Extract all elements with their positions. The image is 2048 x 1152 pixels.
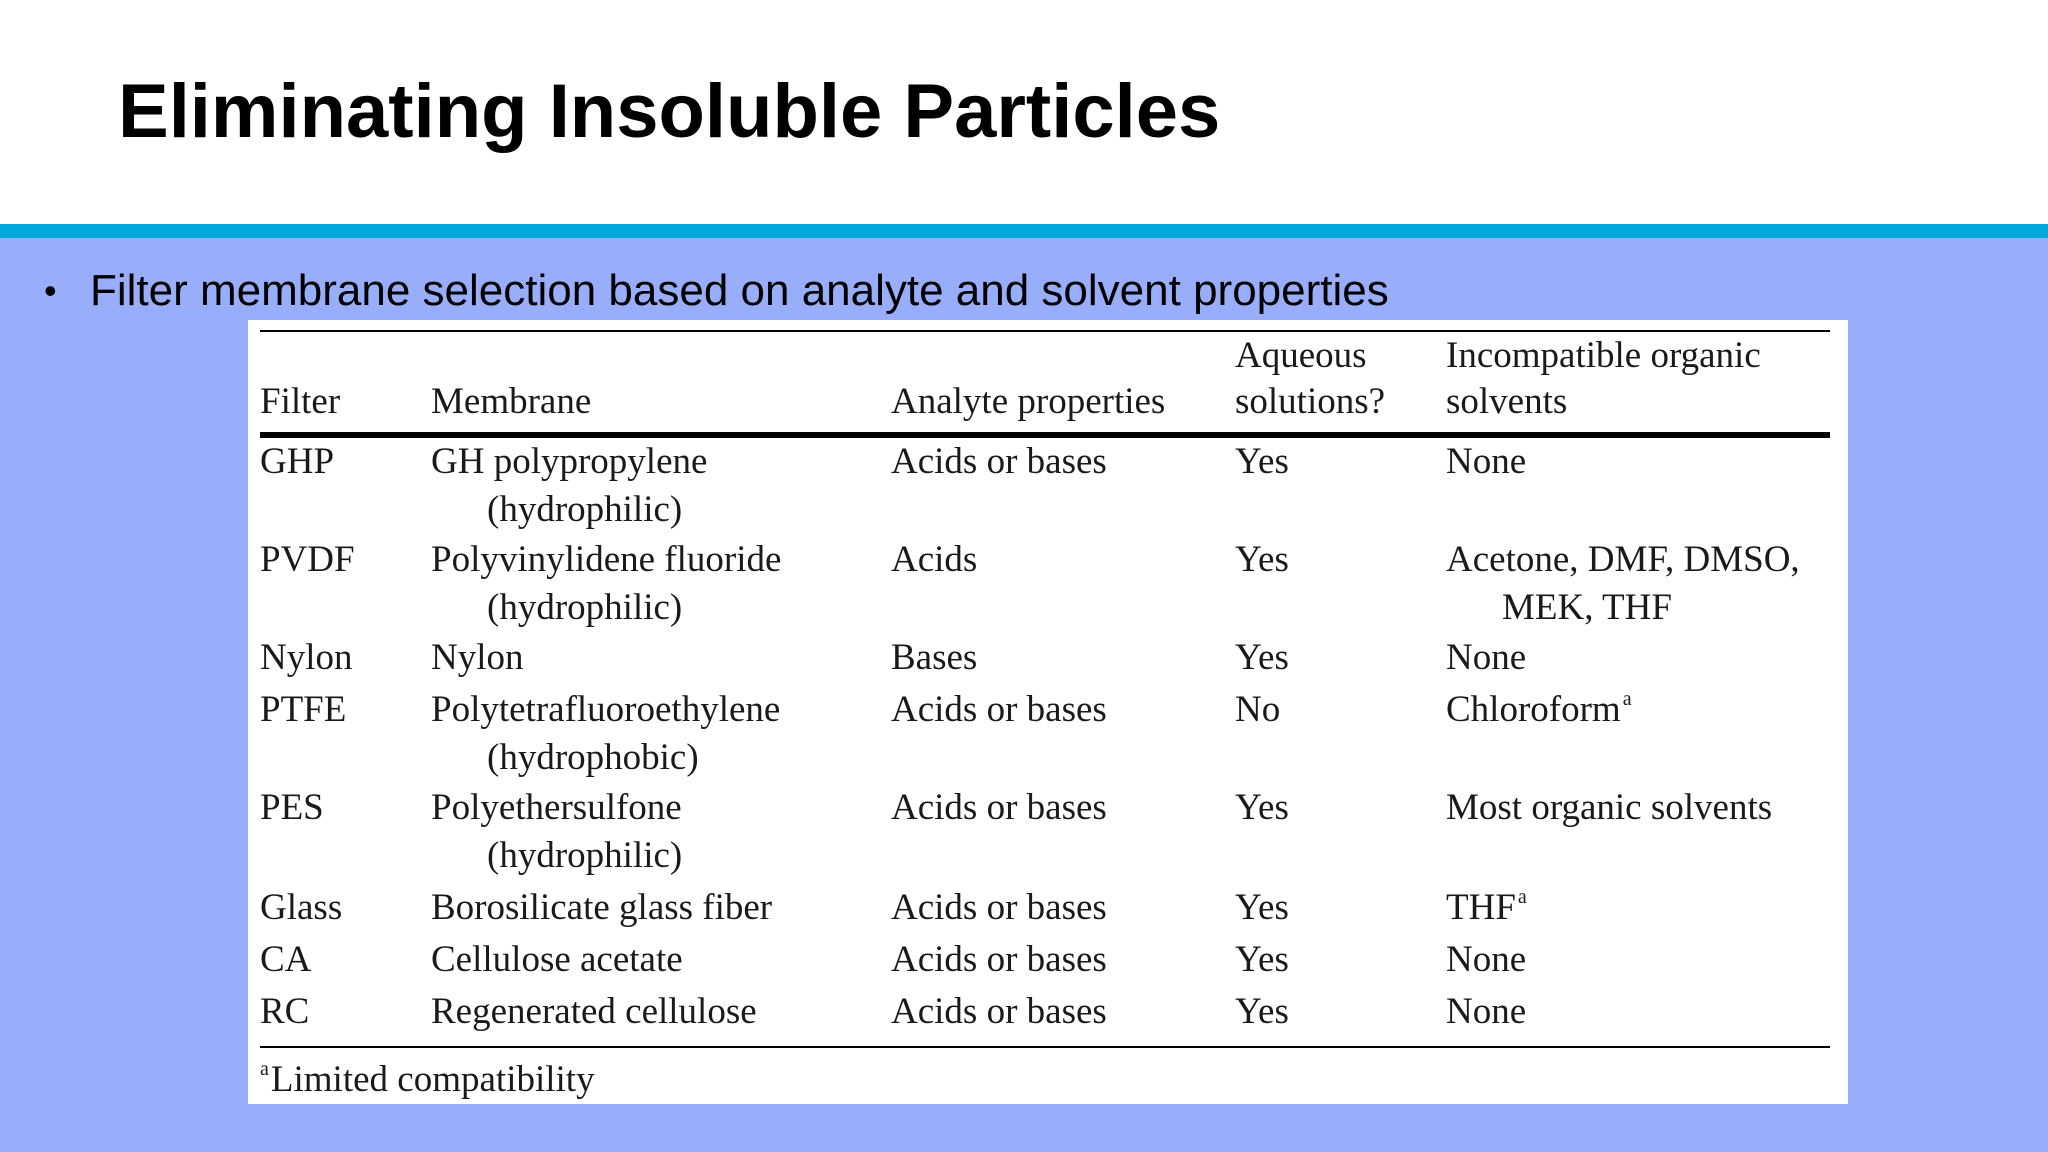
- table-cell-incompatible: Acetone, DMF, DMSO,: [1446, 539, 1800, 580]
- header-filter: Filter: [260, 381, 341, 422]
- table-cell-membrane: Borosilicate glass fiber: [431, 887, 773, 928]
- table-cell-incompatible-text: THF: [1446, 887, 1516, 928]
- table-cell-incompatible: None: [1446, 939, 1527, 980]
- table-cell-aqueous: Yes: [1235, 637, 1289, 678]
- table-cell-aqueous: Yes: [1235, 887, 1289, 928]
- table-cell-filter: RC: [260, 991, 310, 1032]
- table-cell-analyte: Acids or bases: [891, 441, 1107, 482]
- filter-membrane-table: [248, 320, 1848, 1104]
- table-cell-membrane: Regenerated cellulose: [431, 991, 757, 1032]
- slide-content: [0, 238, 2048, 1152]
- table-cell-analyte: Acids or bases: [891, 991, 1107, 1032]
- table-cell-membrane-continued: (hydrophobic): [487, 737, 699, 778]
- header-aqueous-line1: Aqueous: [1235, 335, 1367, 376]
- accent-bar: [0, 224, 2048, 238]
- table-cell-aqueous: No: [1235, 689, 1281, 730]
- header-analyte-properties: Analyte properties: [891, 381, 1166, 422]
- table-cell-aqueous: Yes: [1235, 441, 1289, 482]
- footnote-marker: a: [1622, 688, 1632, 710]
- table-bottom-rule: [260, 1046, 1830, 1048]
- table-cell-membrane-continued: (hydrophilic): [487, 587, 683, 628]
- table-cell-filter: PVDF: [260, 539, 355, 580]
- table-cell-incompatible-continued: MEK, THF: [1502, 587, 1672, 628]
- bullet-text: Filter membrane selection based on analyte and solvent properties: [90, 266, 1389, 315]
- table-cell-membrane: Polytetrafluoroethylene: [431, 689, 781, 730]
- table-cell-membrane-continued: (hydrophilic): [487, 835, 683, 876]
- footnote-text: Limited compatibility: [270, 1059, 595, 1100]
- header-membrane: Membrane: [431, 381, 592, 422]
- table-cell-filter: PES: [260, 787, 324, 828]
- slide-title: Eliminating Insoluble Particles: [118, 69, 1221, 154]
- footnote-marker: a: [1517, 886, 1527, 908]
- table-cell-analyte: Acids or bases: [891, 787, 1107, 828]
- table-cell-incompatible: None: [1446, 441, 1527, 482]
- table-cell-aqueous: Yes: [1235, 787, 1289, 828]
- header-incompatible-line1: Incompatible organic: [1446, 335, 1761, 376]
- table-cell-filter: GHP: [260, 441, 335, 482]
- header-aqueous-line2: solutions?: [1235, 381, 1386, 422]
- table-cell-analyte: Acids or bases: [891, 887, 1107, 928]
- table-footnote: [260, 1056, 595, 1104]
- table-cell-incompatible: [1446, 686, 1632, 734]
- table-cell-aqueous: Yes: [1235, 539, 1289, 580]
- table-cell-membrane: GH polypropylene: [431, 441, 708, 482]
- table-cell-incompatible: None: [1446, 637, 1527, 678]
- table-cell-membrane: Polyvinylidene fluoride: [431, 539, 782, 580]
- table-cell-membrane: Polyethersulfone: [431, 787, 682, 828]
- table-cell-membrane: Cellulose acetate: [431, 939, 683, 980]
- table-cell-analyte: Bases: [891, 637, 978, 678]
- table-cell-filter: PTFE: [260, 689, 347, 730]
- table-cell-filter: Nylon: [260, 637, 353, 678]
- table-cell-membrane: Nylon: [431, 637, 524, 678]
- table-cell-incompatible: [1446, 884, 1527, 932]
- table-cell-aqueous: Yes: [1235, 991, 1289, 1032]
- table-cell-analyte: Acids: [891, 539, 978, 580]
- bullet-dot-icon: •: [44, 270, 57, 311]
- table-cell-incompatible-text: Chloroform: [1446, 689, 1621, 730]
- footnote-marker: a: [260, 1058, 269, 1080]
- table-cell-filter: CA: [260, 939, 312, 980]
- table-cell-membrane-continued: (hydrophilic): [487, 489, 683, 530]
- header-incompatible-line2: solvents: [1446, 381, 1568, 422]
- bullet-item: [44, 260, 1389, 322]
- table-cell-incompatible: Most organic solvents: [1446, 787, 1773, 828]
- table-cell-analyte: Acids or bases: [891, 939, 1107, 980]
- slide-header: [0, 0, 2048, 224]
- table-cell-aqueous: Yes: [1235, 939, 1289, 980]
- table-cell-analyte: Acids or bases: [891, 689, 1107, 730]
- table-cell-filter: Glass: [260, 887, 343, 928]
- table-cell-incompatible: None: [1446, 991, 1527, 1032]
